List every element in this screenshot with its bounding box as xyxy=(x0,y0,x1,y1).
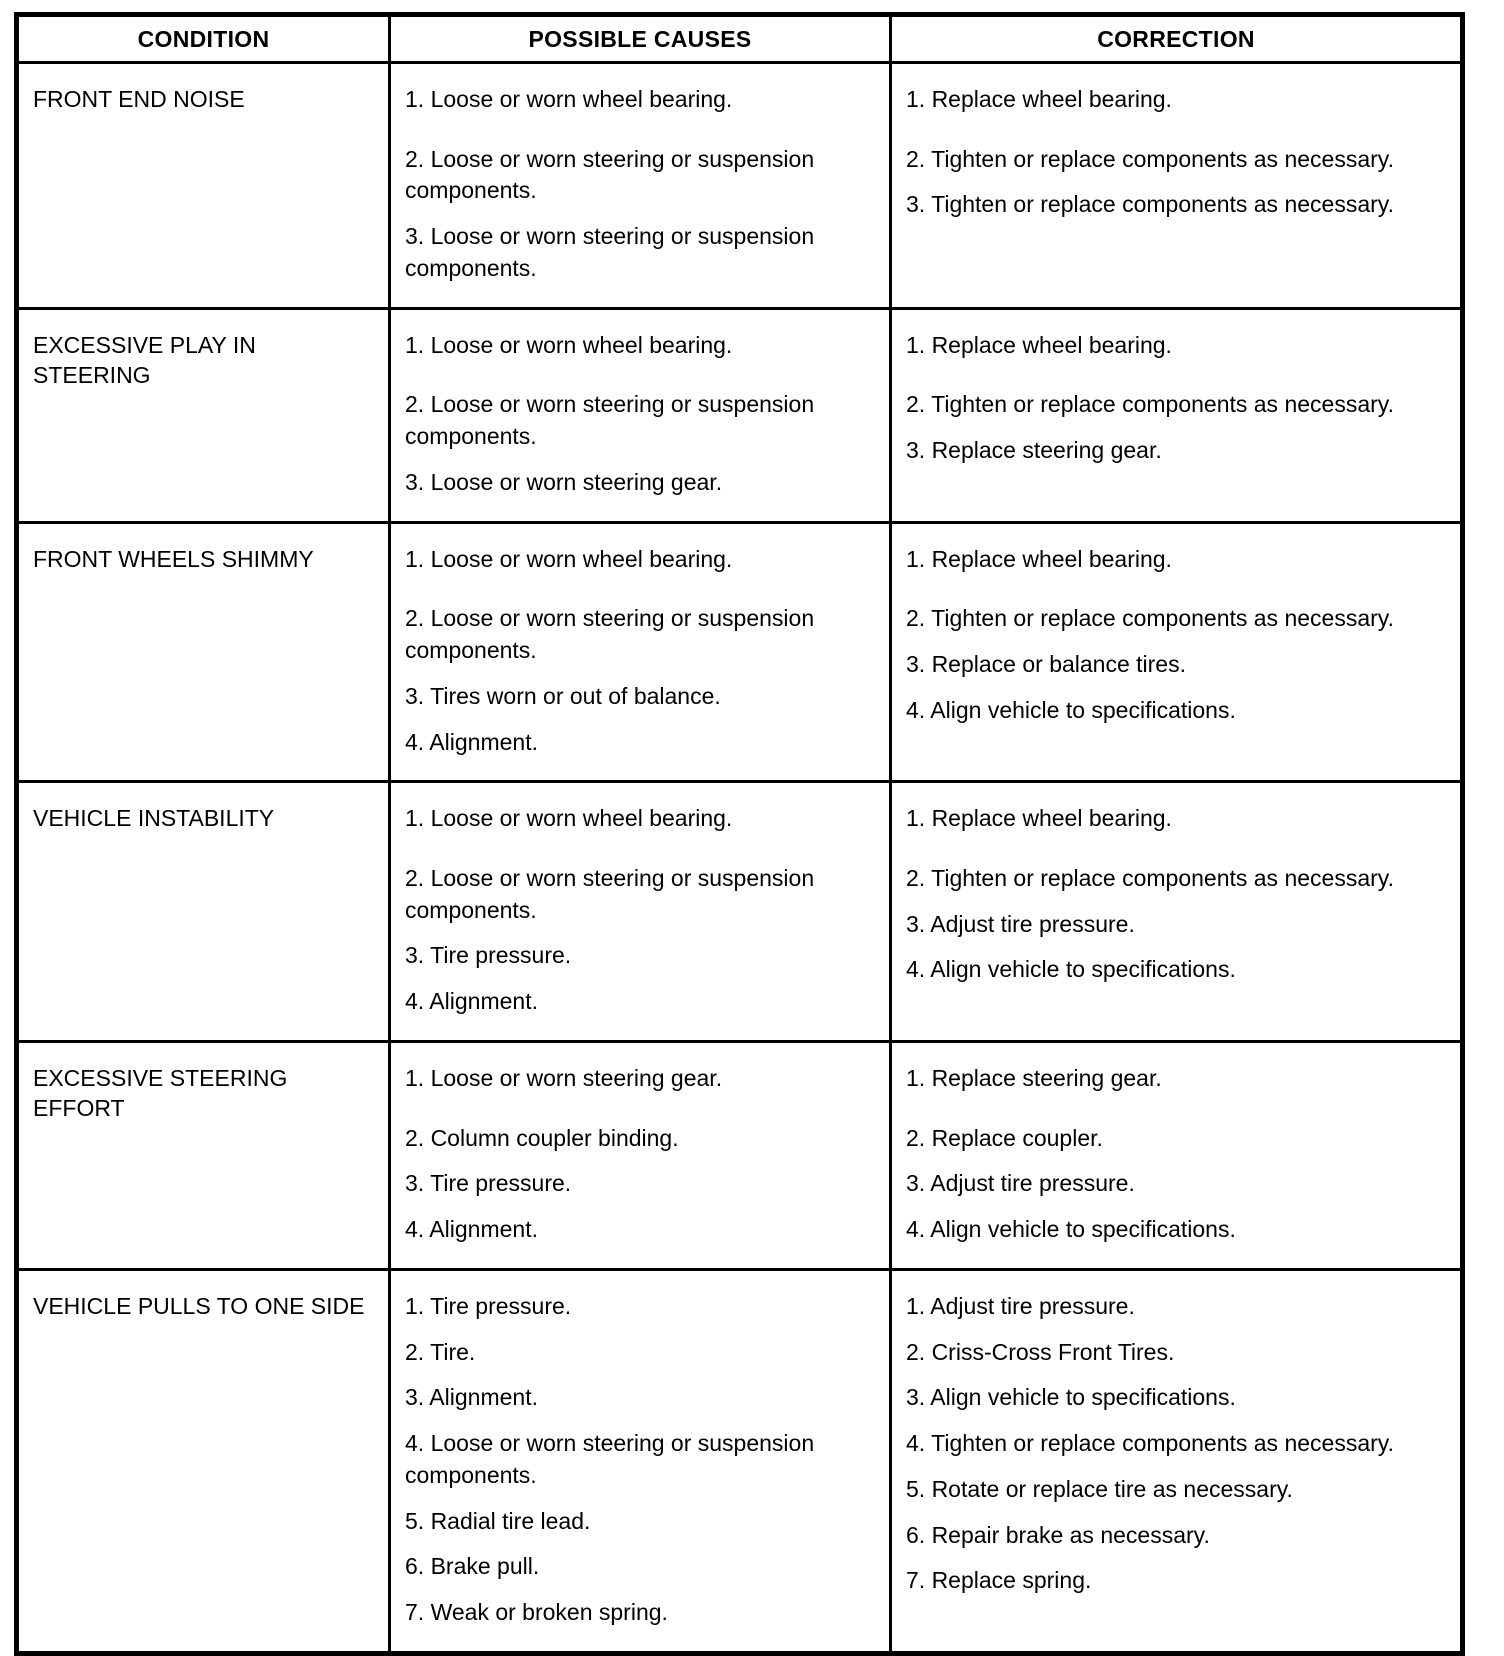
cause-item: 4. Alignment. xyxy=(405,1216,538,1243)
cause-item: 2. Loose or worn steering or suspension components. xyxy=(405,865,815,923)
causes-cell xyxy=(390,522,891,782)
correction-item: 2. Criss-Cross Front Tires. xyxy=(906,1338,1175,1365)
correction-item: 3. Replace or balance tires. xyxy=(906,651,1186,678)
cause-item: 3. Loose or worn steering gear. xyxy=(405,468,723,495)
condition-cell xyxy=(17,522,390,782)
condition-label: EXCESSIVE PLAY IN STEERING xyxy=(33,331,256,389)
cause-item: 5. Radial tire lead. xyxy=(405,1507,591,1534)
corrections-cell xyxy=(891,1041,1463,1269)
cause-item: 4. Loose or worn steering or suspension components. xyxy=(405,1430,815,1488)
cause-item: 2. Loose or worn steering or suspension components. xyxy=(405,605,815,664)
causes-cell xyxy=(390,63,891,309)
correction-item: 2. Tighten or replace components as necessary. xyxy=(906,145,1394,172)
cause-item: 4. Alignment. xyxy=(405,988,538,1015)
cause-item: 1. Loose or worn wheel bearing. xyxy=(405,86,733,112)
cause-item: 3. Tires worn or out of balance. xyxy=(405,682,721,709)
cause-item: 1. Loose or worn steering gear. xyxy=(405,1064,723,1091)
corrections-cell xyxy=(891,782,1463,1042)
cause-item: 3. Tire pressure. xyxy=(405,942,572,969)
cause-item: 1. Loose or worn wheel bearing. xyxy=(405,805,733,832)
correction-item: 3. Adjust tire pressure. xyxy=(906,1170,1135,1197)
table-row-vehicle-pulls-to-one-side xyxy=(17,1269,1463,1653)
correction-item: 2. Replace coupler. xyxy=(906,1124,1103,1151)
correction-item: 1. Replace wheel bearing. xyxy=(906,805,1172,832)
corrections-cell xyxy=(891,1269,1463,1653)
table-row-front-end-noise xyxy=(17,63,1463,309)
cause-item: 2. Column coupler binding. xyxy=(405,1124,679,1151)
correction-item: 3. Replace steering gear. xyxy=(906,437,1162,464)
correction-item: 5. Rotate or replace tire as necessary. xyxy=(906,1475,1293,1502)
column-header-condition: CONDITION xyxy=(17,15,390,63)
cause-item: 6. Brake pull. xyxy=(405,1553,540,1580)
cause-item: 1. Loose or worn wheel bearing. xyxy=(405,545,733,572)
correction-item: 7. Replace spring. xyxy=(906,1567,1092,1594)
correction-item: 1. Replace wheel bearing. xyxy=(906,331,1172,358)
cause-item: 1. Tire pressure. xyxy=(405,1292,572,1319)
correction-item: 1. Adjust tire pressure. xyxy=(906,1292,1135,1319)
corrections-cell xyxy=(891,308,1463,522)
correction-item: 3. Adjust tire pressure. xyxy=(906,910,1135,937)
correction-item: 4. Tighten or replace components as necessary. xyxy=(906,1430,1394,1457)
table-row-vehicle-instability xyxy=(17,782,1463,1042)
cause-item: 2. Loose or worn steering or suspension components. xyxy=(405,391,815,450)
table-row-excessive-steering-effort xyxy=(17,1041,1463,1269)
condition-cell xyxy=(17,1269,390,1653)
correction-item: 3. Tighten or replace components as necessary. xyxy=(906,191,1394,218)
condition-label: FRONT WHEELS SHIMMY xyxy=(33,545,314,572)
cause-item: 3. Alignment. xyxy=(405,1384,538,1411)
condition-cell xyxy=(17,782,390,1042)
header-row xyxy=(17,15,1463,63)
column-header-correction: CORRECTION xyxy=(891,15,1463,63)
causes-cell xyxy=(390,1269,891,1653)
correction-item: 4. Align vehicle to specifications. xyxy=(906,956,1236,983)
condition-label: VEHICLE PULLS TO ONE SIDE xyxy=(33,1292,365,1319)
cause-item: 2. Tire. xyxy=(405,1338,476,1365)
condition-cell xyxy=(17,308,390,522)
corrections-cell xyxy=(891,63,1463,309)
correction-item: 2. Tighten or replace components as necessary. xyxy=(906,865,1394,892)
correction-item: 4. Align vehicle to specifications. xyxy=(906,1216,1236,1243)
condition-label: FRONT END NOISE xyxy=(33,86,245,112)
table-row-excessive-play-in-steering xyxy=(17,308,1463,522)
correction-item: 6. Repair brake as necessary. xyxy=(906,1521,1210,1548)
troubleshooting-table xyxy=(14,12,1465,1656)
causes-cell xyxy=(390,782,891,1042)
corrections-cell xyxy=(891,522,1463,782)
column-header-possible-causes: POSSIBLE CAUSES xyxy=(390,15,891,63)
cause-item: 7. Weak or broken spring. xyxy=(405,1599,668,1626)
correction-item: 1. Replace wheel bearing. xyxy=(906,86,1172,112)
correction-item: 1. Replace wheel bearing. xyxy=(906,545,1172,572)
cause-item: 1. Loose or worn wheel bearing. xyxy=(405,331,733,358)
causes-cell xyxy=(390,308,891,522)
cause-item: 2. Loose or worn steering or suspension components. xyxy=(405,145,815,204)
condition-cell xyxy=(17,63,390,309)
condition-label: VEHICLE INSTABILITY xyxy=(33,805,275,832)
correction-item: 1. Replace steering gear. xyxy=(906,1064,1162,1091)
cause-item: 4. Alignment. xyxy=(405,728,538,755)
cause-item: 3. Tire pressure. xyxy=(405,1170,572,1197)
causes-cell xyxy=(390,1041,891,1269)
condition-label: EXCESSIVE STEERING EFFORT xyxy=(33,1064,288,1122)
correction-item: 2. Tighten or replace components as necessary. xyxy=(906,605,1394,632)
table-row-front-wheels-shimmy xyxy=(17,522,1463,782)
condition-cell xyxy=(17,1041,390,1269)
correction-item: 3. Align vehicle to specifications. xyxy=(906,1384,1236,1411)
cause-item: 3. Loose or worn steering or suspension components. xyxy=(405,223,815,281)
correction-item: 2. Tighten or replace components as necessary. xyxy=(906,391,1394,418)
correction-item: 4. Align vehicle to specifications. xyxy=(906,696,1236,723)
